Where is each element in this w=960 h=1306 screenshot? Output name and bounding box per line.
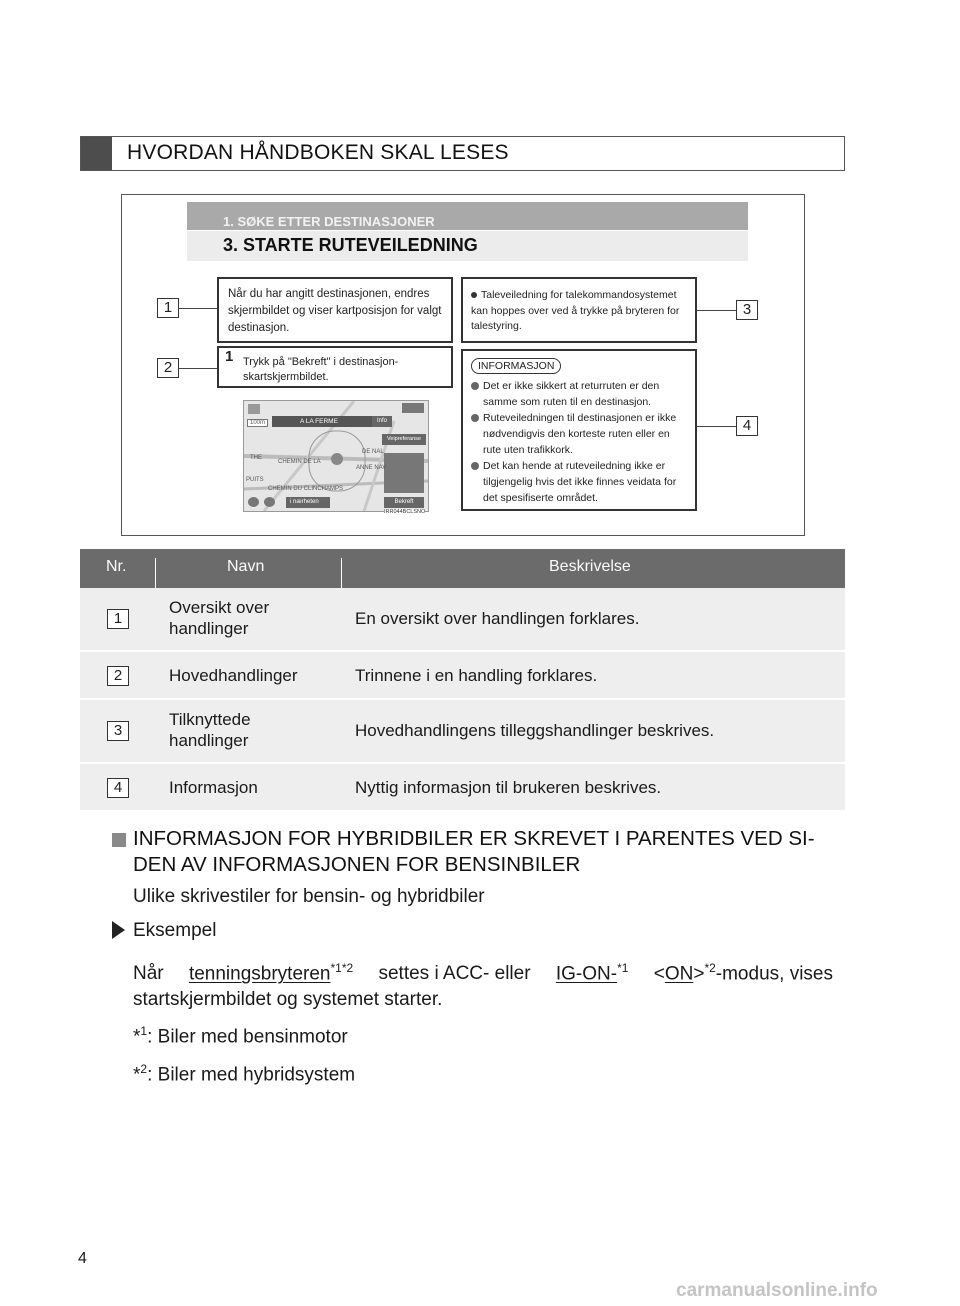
destination-title: A LA FERME xyxy=(272,416,382,427)
example-label: Eksempel xyxy=(133,920,217,941)
nearby-button[interactable]: i nærheten xyxy=(286,497,330,508)
navigation-screen xyxy=(243,400,429,512)
section-header-block xyxy=(81,137,112,170)
route-icons-panel xyxy=(384,453,424,493)
triangle-icon xyxy=(112,921,125,939)
street-label: THE xyxy=(250,455,262,461)
callout-1: 1 xyxy=(157,298,179,318)
watermark: carmanualsonline.info xyxy=(676,1280,878,1301)
image-code: IRR044BCLSNO xyxy=(384,509,426,515)
route-preference-button[interactable]: Veipreferanse xyxy=(382,434,426,445)
row-name: Tilknyttede handlinger xyxy=(169,710,251,750)
term-on: ON xyxy=(664,963,694,985)
subtitle-bar xyxy=(187,231,748,261)
related-text: Taleveiledning for talekommandosystemet kan hoppes over ved å trykke på bryteren for talestyring. xyxy=(471,289,680,332)
row-description: Nyttig informasjon til brukeren beskrives. xyxy=(355,778,662,797)
subtitle-label: 3. STARTE RUTEVEILEDNING xyxy=(223,235,478,255)
related-box xyxy=(461,277,697,343)
row-number: 2 xyxy=(107,666,129,686)
callout-2: 2 xyxy=(157,358,179,378)
info-item: Det er ikke sikkert at returruten er den samme som ruten til en destinasjon. xyxy=(471,378,687,410)
page-number: 4 xyxy=(78,1250,87,1267)
footnote: *$^2$: Biler med hybridsystem xyxy=(133,1062,356,1086)
confirm-button[interactable]: Bekreft xyxy=(384,497,424,508)
step-number: 1 xyxy=(225,348,234,365)
row-name: Oversikt over handlinger xyxy=(169,598,270,638)
legend-table xyxy=(80,549,845,810)
section-header xyxy=(80,136,845,171)
section-square-icon xyxy=(112,833,126,847)
leader-line-2 xyxy=(179,368,217,369)
footnote: *$^1$: Biler med bensinmotor xyxy=(133,1024,348,1048)
leader-line-3 xyxy=(697,310,736,311)
step-box xyxy=(217,346,453,388)
info-item: Ruteveiledningen til destinasjonen er ikke nødvendigvis den korteste ruten eller en rute uten trafikkork. xyxy=(471,410,687,458)
compass-icon[interactable] xyxy=(248,404,260,414)
row-name: Hovedhandlinger xyxy=(169,666,298,685)
step-text: Trykk på "Bekreft" i destinasjon-skartskjermbildet. xyxy=(243,356,399,383)
row-description: En oversikt over handlingen forklares. xyxy=(355,609,640,628)
overview-box xyxy=(217,277,453,343)
info-button[interactable]: Info xyxy=(372,416,392,427)
hybrid-subtitle: Ulike skrivestiler for bensin- og hybridbiler xyxy=(133,886,485,907)
street-label: DE NAL xyxy=(362,449,384,455)
row-description: Trinnene i en handling forklares. xyxy=(355,666,598,685)
street-label: CHEMIN DU CLINCHAMPS xyxy=(268,486,344,492)
table-row xyxy=(80,588,845,652)
bullet-icon xyxy=(471,382,479,390)
header-name: Navn xyxy=(227,558,265,575)
chapter-label: 1. SØKE ETTER DESTINASJONER xyxy=(223,214,435,229)
callout-4: 4 xyxy=(736,416,758,436)
example-text: Når tenningsbryteren$^{*1*2}$ settes i ACC- eller IG-ON-$^{*1}$ <ON>$^{*2}$-modus, vises startskjermbildet og systemet starter. xyxy=(133,961,833,1011)
chapter-bar xyxy=(187,202,748,230)
leader-line-1 xyxy=(179,308,217,309)
row-name: Informasjon xyxy=(169,778,258,797)
info-badge: INFORMASJON xyxy=(471,358,561,374)
row-number: 4 xyxy=(107,778,129,798)
info-item: Det kan hende at ruteveiledning ikke er tilgjengelig hvis det ikke finnes veidata for det spesifiserte området. xyxy=(471,458,687,506)
table-row xyxy=(80,700,845,764)
row-number: 3 xyxy=(107,721,129,741)
header-description: Beskrivelse xyxy=(549,558,631,575)
leader-line-4 xyxy=(697,426,736,427)
bullet-icon xyxy=(471,462,479,470)
scale-label: 100m xyxy=(247,419,268,427)
back-icon[interactable] xyxy=(402,403,424,413)
table-row xyxy=(80,652,845,700)
hybrid-heading: INFORMASJON FOR HYBRIDBILER ER SKREVET I PARENTES VED SI- DEN AV INFORMASJONEN FOR BENSINBILER xyxy=(133,827,815,876)
callout-3: 3 xyxy=(736,300,758,320)
term-ignition-switch: tenningsbryteren xyxy=(188,963,331,985)
zoom-out-icon[interactable] xyxy=(264,497,275,507)
street-label: PUITS xyxy=(246,477,264,483)
info-box xyxy=(461,349,697,511)
row-number: 1 xyxy=(107,609,129,629)
bullet-icon xyxy=(471,292,477,298)
row-description: Hovedhandlingens tilleggshandlinger beskrives. xyxy=(355,721,715,740)
bullet-icon xyxy=(471,414,479,422)
term-ig-on: IG-ON- xyxy=(555,963,618,985)
street-label: ANNE NAV xyxy=(356,465,387,471)
section-title: HVORDAN HÅNDBOKEN SKAL LESES xyxy=(127,141,509,164)
table-row xyxy=(80,764,845,810)
header-nr: Nr. xyxy=(106,558,127,575)
table-header xyxy=(80,549,845,588)
overview-text: Når du har angitt destinasjonen, endres skjermbildet og viser kartposisjon for valgt destinasjon. xyxy=(228,288,442,334)
street-label: CHEMIN DE LA xyxy=(278,459,321,465)
zoom-in-icon[interactable] xyxy=(248,497,259,507)
